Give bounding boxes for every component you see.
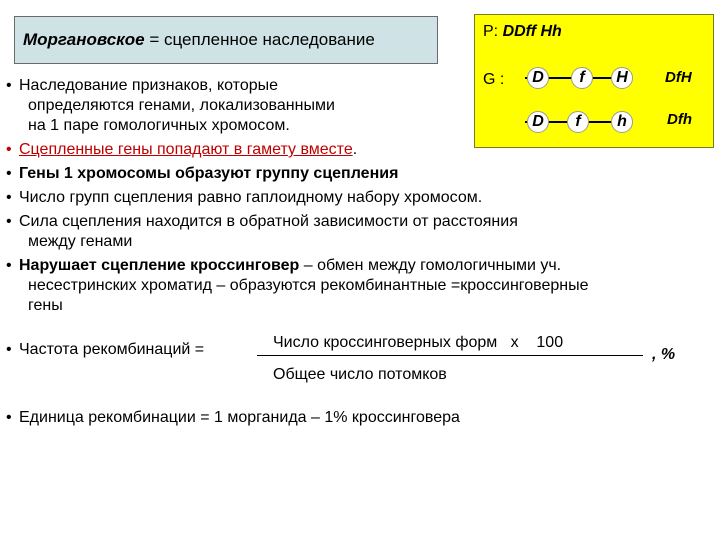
bullet-dot: • bbox=[6, 341, 12, 358]
bullet-continuation: на 1 паре гомологичных хромосом. bbox=[28, 117, 290, 134]
bullet-item bbox=[6, 408, 460, 428]
allele-circle: H bbox=[611, 67, 633, 89]
formula-unit: , % bbox=[652, 346, 676, 363]
parent-genotype: DDff Hh bbox=[502, 23, 562, 40]
bullet-dot: • bbox=[6, 213, 12, 230]
bullet-text: Гены 1 хромосомы образуют группу сцепления bbox=[19, 165, 399, 182]
bullet-dot: • bbox=[6, 409, 12, 426]
parent-line bbox=[483, 23, 562, 41]
genetics-box bbox=[474, 14, 714, 148]
formula-numerator: Число кроссинговерных форм х 100 bbox=[273, 334, 564, 351]
allele-circle: D bbox=[527, 67, 549, 89]
bullet-text-highlighted: Сцепленные гены попадают в гамету вместе bbox=[19, 141, 353, 158]
bullet-text: Частота рекомбинаций = bbox=[19, 341, 209, 358]
title-rest: = сцепленное наследование bbox=[144, 30, 375, 49]
bullet-dot: • bbox=[6, 141, 12, 158]
bullet-continuation: несестринских хроматид – образуются рекомбинантные =кроссинговерные bbox=[28, 277, 589, 294]
bullet-continuation: определяются генами, локализованными bbox=[28, 97, 335, 114]
bullet-item bbox=[6, 256, 561, 276]
allele-circle: D bbox=[527, 111, 549, 133]
bullet-continuation: гены bbox=[28, 297, 63, 314]
bullet-item bbox=[6, 140, 357, 160]
fraction-bar bbox=[257, 355, 643, 356]
formula-denominator: Общее число потомков bbox=[273, 366, 447, 383]
bullet-continuation: между генами bbox=[28, 233, 133, 250]
bullet-dot: • bbox=[6, 77, 12, 94]
bullet-item bbox=[6, 340, 209, 360]
bullet-item bbox=[6, 164, 398, 184]
gamete-1: DfH bbox=[665, 69, 692, 86]
allele-circle: f bbox=[571, 67, 593, 89]
bullet-dot: • bbox=[6, 189, 12, 206]
gamete-2: Dfh bbox=[667, 111, 692, 128]
title-box bbox=[14, 16, 438, 64]
bullet-suffix: . bbox=[352, 141, 358, 158]
bullet-text: – обмен между гомологичными уч. bbox=[299, 257, 562, 274]
bullet-dot: • bbox=[6, 165, 12, 182]
bullet-item bbox=[6, 188, 482, 208]
bullet-text: Число групп сцепления равно гаплоидному набору хромосом. bbox=[19, 189, 483, 206]
title-term: Моргановское bbox=[23, 30, 145, 49]
allele-circle: f bbox=[567, 111, 589, 133]
allele-circle: h bbox=[611, 111, 633, 133]
bullet-dot: • bbox=[6, 257, 12, 274]
bullet-text: Сила сцепления находится в обратной зависимости от расстояния bbox=[19, 213, 518, 230]
bullet-text: Единица рекомбинации = 1 морганида – 1% кроссинговера bbox=[19, 409, 460, 426]
gametes-label: G : bbox=[483, 71, 505, 88]
bullet-text-bold: Нарушает сцепление кроссинговер bbox=[19, 257, 300, 274]
bullet-text: Наследование признаков, которые bbox=[19, 77, 279, 94]
bullet-item bbox=[6, 212, 518, 232]
bullet-item bbox=[6, 76, 278, 96]
parent-label: P: bbox=[483, 23, 503, 40]
